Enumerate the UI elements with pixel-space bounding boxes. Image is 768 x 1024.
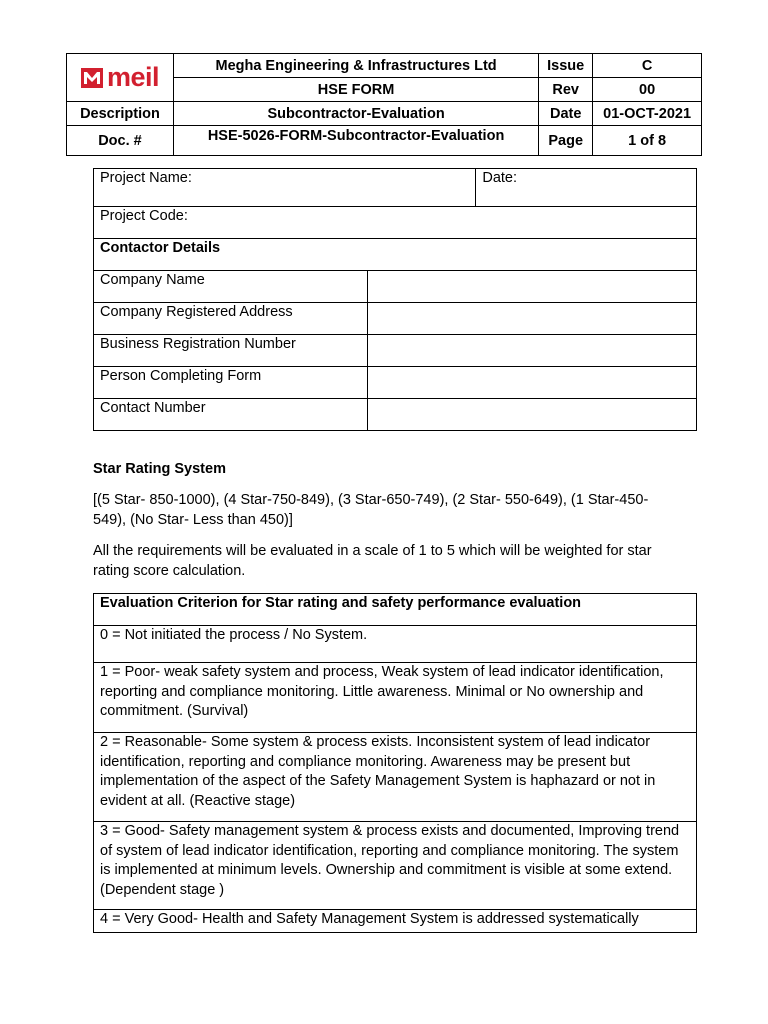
table-row bbox=[94, 626, 697, 663]
page-label: Page bbox=[539, 126, 593, 156]
business-registration-input[interactable] bbox=[367, 335, 696, 367]
table-row bbox=[94, 910, 697, 933]
level-2-text: 2 = Reasonable- Some system & process exists. Inconsistent system of lead indicator identification, reporting and compliance monitoring. Awareness may be present but implementation of the aspect of the Safety Management System is haphazard or not in evident at all. (Reactive stage) bbox=[94, 733, 697, 822]
business-registration-label: Business Registration Number bbox=[94, 335, 368, 367]
logo-cell bbox=[67, 54, 174, 102]
star-rating-heading: Star Rating System bbox=[93, 461, 226, 477]
evaluation-criterion-table bbox=[93, 593, 697, 933]
level-1-text: 1 = Poor- weak safety system and process, Weak system of lead indicator identification, reporting and compliance monitoring. Little awareness. Minimal or No ownership and commitment. (Survival) bbox=[94, 663, 697, 733]
star-rating-note: All the requirements will be evaluated in a scale of 1 to 5 which will be weighted for star rating score calculation. bbox=[93, 543, 652, 579]
doc-label: Doc. # bbox=[67, 126, 174, 156]
company-name-label: Company Name bbox=[94, 271, 368, 303]
table-row bbox=[94, 822, 697, 910]
contact-number-label: Contact Number bbox=[94, 399, 368, 431]
doc-value: HSE-5026-FORM-Subcontractor-Evaluation bbox=[173, 126, 538, 156]
project-name-field[interactable]: Project Name: bbox=[94, 169, 476, 207]
form-name: HSE FORM bbox=[173, 78, 538, 102]
table-row bbox=[94, 367, 697, 399]
date-value: 01-OCT-2021 bbox=[593, 102, 702, 126]
issue-value: C bbox=[593, 54, 702, 78]
logo-text: meil bbox=[106, 62, 159, 92]
company-logo bbox=[67, 64, 173, 91]
table-row bbox=[94, 663, 697, 733]
rev-value: 00 bbox=[593, 78, 702, 102]
description-label: Description bbox=[67, 102, 174, 126]
evaluation-heading: Evaluation Criterion for Star rating and safety performance evaluation bbox=[94, 594, 697, 626]
page-value: 1 of 8 bbox=[593, 126, 702, 156]
document-header-table bbox=[66, 53, 702, 156]
description-value: Subcontractor-Evaluation bbox=[173, 102, 538, 126]
company-name: Megha Engineering & Infrastructures Ltd bbox=[173, 54, 538, 78]
table-row bbox=[94, 271, 697, 303]
contractor-details-heading: Contactor Details bbox=[94, 239, 697, 271]
project-code-field[interactable]: Project Code: bbox=[94, 207, 697, 239]
person-completing-input[interactable] bbox=[367, 367, 696, 399]
project-details-table bbox=[93, 168, 697, 431]
table-row bbox=[94, 303, 697, 335]
star-rating-ranges: [(5 Star- 850-1000), (4 Star-750-849), (3 Star-650-749), (2 Star- 550-649), (1 Star-450- 549), (No Star- Less than 450)] bbox=[93, 492, 649, 528]
meil-logo-icon bbox=[81, 68, 103, 88]
company-address-label: Company Registered Address bbox=[94, 303, 368, 335]
issue-label: Issue bbox=[539, 54, 593, 78]
date-field[interactable]: Date: bbox=[476, 169, 697, 207]
rev-label: Rev bbox=[539, 78, 593, 102]
date-label: Date bbox=[539, 102, 593, 126]
table-row bbox=[94, 399, 697, 431]
table-row bbox=[94, 335, 697, 367]
contact-number-input[interactable] bbox=[367, 399, 696, 431]
company-name-input[interactable] bbox=[367, 271, 696, 303]
company-address-input[interactable] bbox=[367, 303, 696, 335]
level-4-text: 4 = Very Good- Health and Safety Management System is addressed systematically bbox=[94, 910, 697, 933]
level-0-text: 0 = Not initiated the process / No System. bbox=[94, 626, 697, 663]
person-completing-label: Person Completing Form bbox=[94, 367, 368, 399]
level-3-text: 3 = Good- Safety management system & process exists and documented, Improving trend of system of lead indicator identification, reporting and compliance monitoring. The system is implemented at minimum levels. Ownership and commitment is visible at some extend. (Dependent stage ) bbox=[94, 822, 697, 910]
table-row bbox=[94, 733, 697, 822]
